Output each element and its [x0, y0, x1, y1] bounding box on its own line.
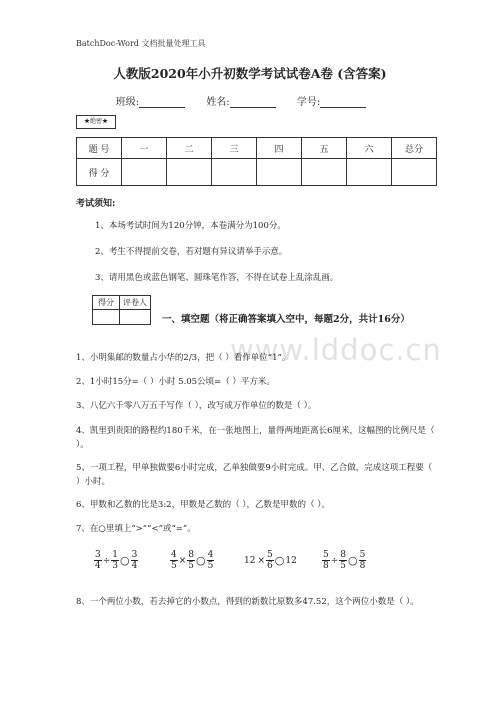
- page-title: 人教版2020年小升初数学考试试卷A卷 (含答案): [113, 66, 387, 81]
- fraction: $\frac{1}{3}$: [112, 550, 119, 571]
- score-table-header-row: [77, 138, 437, 159]
- score-header-cell: 五: [302, 138, 347, 159]
- notice-item: 3、请用黑色或蓝色钢笔、圆珠笔作答，不得在试卷上乱涂乱画。: [95, 273, 339, 283]
- score-header-cell: 三: [212, 138, 257, 159]
- score-header-cell: 总分: [392, 138, 437, 159]
- class-blank[interactable]: [139, 97, 185, 108]
- score-cell[interactable]: [392, 159, 437, 186]
- operator: ÷: [102, 555, 111, 566]
- fraction: $\frac{4}{5}$: [171, 550, 177, 571]
- compare-circle[interactable]: ○: [348, 554, 358, 567]
- id-label: 学号:: [296, 97, 321, 108]
- grader-score-label: 得分: [93, 296, 120, 310]
- fraction: $\frac{5}{6}$: [267, 550, 273, 571]
- fraction: $\frac{5}{8}$: [323, 550, 329, 571]
- fraction: $\frac{3}{4}$: [95, 550, 101, 571]
- fraction: $\frac{5}{8}$: [359, 550, 366, 571]
- score-header-cell: 二: [167, 138, 212, 159]
- notice-title: 考试须知:: [76, 199, 116, 209]
- integer: 12: [244, 555, 256, 566]
- question: 4、凯里到贵阳的路程约180千米，在一张地图上，量得两地距离长6厘米，这幅图的比例尺是（ ）。: [76, 426, 435, 450]
- question: 1、小明集邮的数量占小华的2/3，把（ ）看作单位“1”。: [76, 353, 291, 363]
- score-table: [76, 137, 437, 186]
- header-note: BatchDoc-Word 文档批量处理工具: [76, 39, 206, 48]
- compare-expression: [170, 550, 214, 571]
- question: 3、八亿六千零八万五千写作（ ），改写成万作单位的数是（ ）。: [76, 401, 317, 411]
- compare-circle[interactable]: ○: [274, 554, 285, 567]
- score-cell[interactable]: [257, 159, 302, 186]
- notice-item: 2、考生不得提前交卷，若对题有异议请举手示意。: [95, 247, 288, 257]
- grader-score-cell[interactable]: [93, 310, 120, 325]
- compare-expression: [244, 550, 298, 571]
- question: 2、1小时15分=（ ）小时 5.05公顷=（ ）平方米。: [76, 377, 275, 387]
- secret-badge: ★绝密★: [76, 115, 116, 129]
- question: 7、在○里填上“>”“<”或“=”。: [76, 524, 196, 534]
- fraction: $\frac{3}{4}$: [131, 550, 138, 571]
- notice-item: 1、本场考试时间为120分钟，本卷满分为100分。: [95, 221, 286, 231]
- question: 5、一项工程，甲单独做要6小时完成，乙单独做要9小时完成。甲、乙合做，完成这项工程要（ ）小时。: [76, 463, 433, 487]
- score-cell[interactable]: [302, 159, 347, 186]
- compare-circle[interactable]: ○: [120, 554, 130, 567]
- student-info: [0, 93, 500, 108]
- compare-expression: [94, 550, 138, 571]
- watermark: www.lddoc.cn: [230, 333, 442, 367]
- fraction: $\frac{8}{5}$: [340, 550, 347, 571]
- score-cell[interactable]: [347, 159, 392, 186]
- fraction: $\frac{4}{5}$: [207, 550, 214, 571]
- grader-name-cell[interactable]: [120, 310, 151, 325]
- id-blank[interactable]: [320, 97, 366, 108]
- integer: 12: [285, 555, 297, 566]
- score-cell[interactable]: [167, 159, 212, 186]
- score-row-label: 得 分: [77, 159, 122, 186]
- score-header-cell: 六: [347, 138, 392, 159]
- score-header-cell: 题 号: [77, 138, 122, 159]
- score-header-cell: 四: [257, 138, 302, 159]
- score-header-cell: 一: [122, 138, 167, 159]
- score-cell[interactable]: [212, 159, 257, 186]
- operator: ÷: [330, 555, 339, 566]
- fraction: $\frac{8}{5}$: [188, 550, 195, 571]
- score-cell[interactable]: [122, 159, 167, 186]
- question: 6、甲数和乙数的比是3:2，甲数是乙数的（ ），乙数是甲数的（ ）。: [76, 500, 330, 510]
- grader-table: [92, 295, 151, 325]
- name-label: 姓名:: [206, 97, 230, 108]
- name-blank[interactable]: [230, 97, 276, 108]
- question: 8、一个两位小数，若去掉它的小数点，得到的新数比原数多47.52，这个两位小数是（ ）。: [76, 597, 419, 607]
- section-title: 一、填空题（将正确答案填入空中，每题2分，共计16分）: [162, 314, 410, 325]
- class-label: 班级:: [115, 97, 140, 108]
- compare-circle[interactable]: ○: [196, 554, 206, 567]
- score-table-score-row: [77, 159, 437, 186]
- operator: ×: [257, 555, 265, 566]
- operator: ×: [178, 555, 187, 566]
- compare-expression: [322, 550, 366, 571]
- grader-label: 评卷人: [120, 296, 151, 310]
